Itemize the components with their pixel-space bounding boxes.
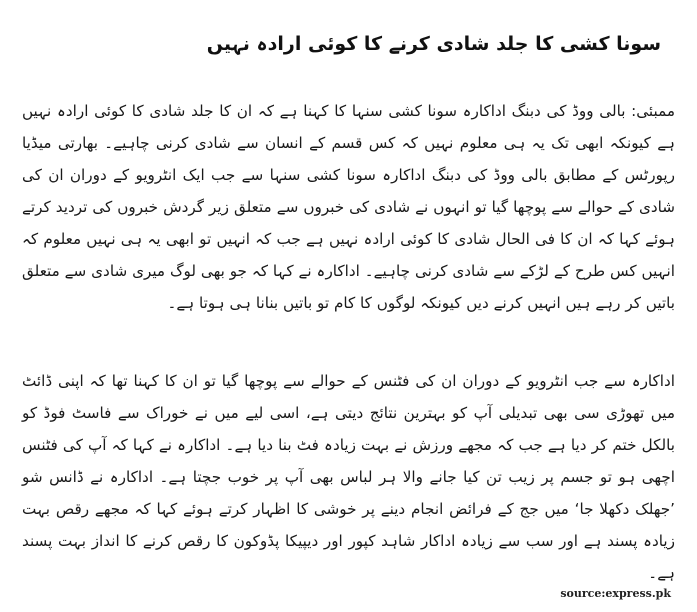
source-credit: source:express.pk	[560, 587, 671, 600]
article-paragraph-2: اداکارہ سے جب انٹرویو کے دوران ان کی فٹنس کے حوالے سے پوچھا گیا تو ان کا کہنا تھا کہ اپنی ڈائٹ میں تھوڑی سی بھی تبدیلی آپ کو بہترین نتائج دیتی ہے، اسی لیے میں نے خوراک سے فاسٹ فوڈ کو بالکل ختم کر دیا ہے جب کہ مجھے ورزش نے بہت زیادہ فٹ بنا دیا ہے۔ اداکارہ نے کہا کہ آپ کی فٹنس اچھی ہو تو جسم پر زیب تن کیا جانے والا ہر لباس بھی آپ پر خوب جچتا ہے۔ اداکارہ نے ڈانس شو ’جھلک دکھلا جا‘ میں جج کے فرائض انجام دینے پر خوشی کا اظہار کرتے ہوئے کہا کہ مجھے رقص بہت زیادہ پسند ہے اور سب سے زیادہ اداکار شاہد کپور اور دیپیکا پڈوکون کا رقص کرنے کا انداز بہت پسند ہے۔	[22, 372, 675, 583]
article-paragraph-1: ممبئی: بالی ووڈ کی دبنگ اداکارہ سونا کشی سنہا کا کہنا ہے کہ ان کا جلد شادی کا کوئی ارادہ نہیں ہے کیونکہ ابھی تک یہ ہی معلوم نہیں کہ کس قسم کے انسان سے شادی کرنی چاہیے۔ بھارتی میڈیا رپورٹس کے مطابق بالی ووڈ کی دبنگ اداکارہ سونا کشی سنہا سے جب ایک انٹرویو کے دوران ان کی شادی کے حوالے سے پوچھا گیا تو انہوں نے شادی کی خبروں سے متعلق زیر گردش خبروں کی تردید کرتے ہوئے کہا کہ ان کا فی الحال شادی کا کوئی ارادہ نہیں ہے جب کہ انہیں تو ابھی یہ ہی نہیں معلوم کہ انہیں کس طرح کے لڑکے سے شادی کرنی چاہیے۔ اداکارہ نے کہا کہ جو بھی لوگ میری شادی سے متعلق باتیں کر رہے ہیں انہیں کرنے دیں کیونکہ لوگوں کا کام تو باتیں بنانا ہی ہوتا ہے۔	[22, 102, 675, 313]
article-title: سونا کشی کا جلد شادی کرنے کا کوئی ارادہ نہیں	[206, 33, 661, 55]
